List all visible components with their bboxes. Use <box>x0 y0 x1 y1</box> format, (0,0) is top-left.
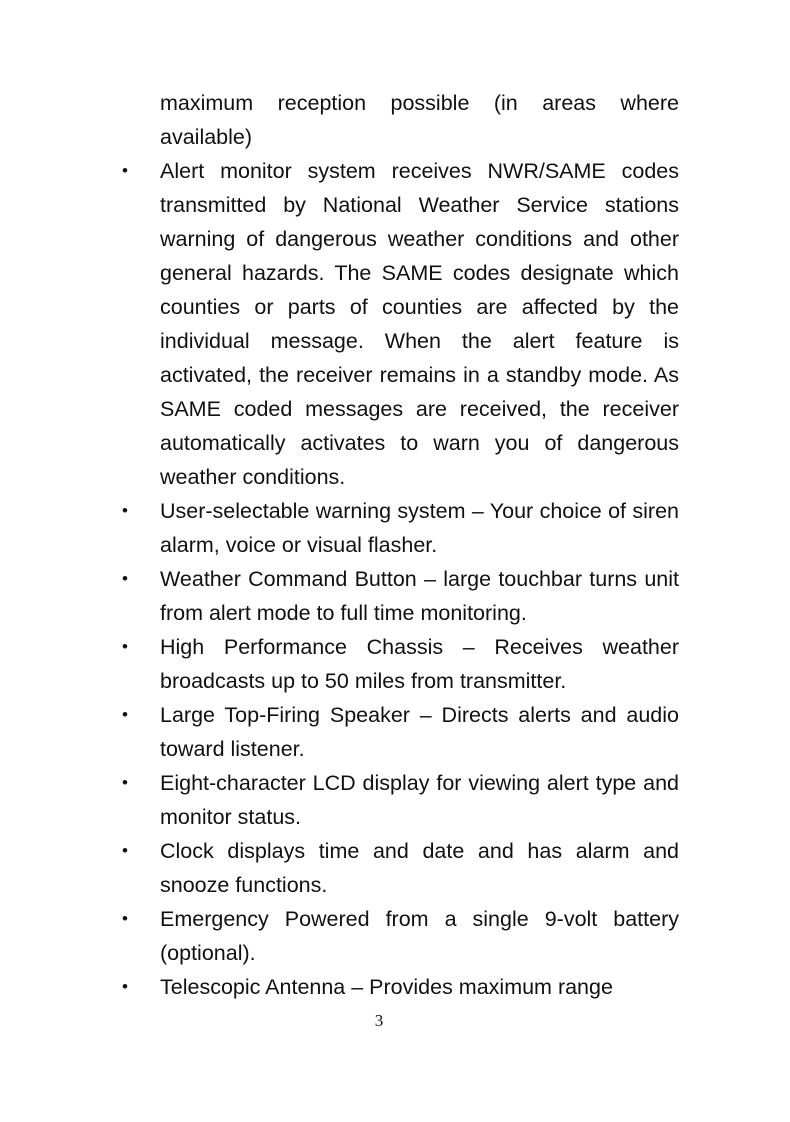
bullet-icon: • <box>122 977 128 996</box>
bullet-icon: • <box>122 841 128 860</box>
list-item <box>122 154 679 494</box>
feature-text: Clock displays time and date and has alarm and snooze functions. <box>160 839 679 897</box>
list-item <box>122 698 679 766</box>
bullet-icon: • <box>122 705 128 724</box>
feature-text: High Performance Chassis – Receives weather broadcasts up to 50 miles from transmitter. <box>160 635 679 693</box>
list-item <box>122 630 679 698</box>
feature-text: Large Top-Firing Speaker – Directs alerts and audio toward listener. <box>160 703 679 761</box>
list-item <box>122 902 679 970</box>
continuation-paragraph: maximum reception possible (in areas where available) <box>160 91 679 149</box>
page-number: 3 <box>374 1011 384 1030</box>
bullet-icon: • <box>122 569 128 588</box>
feature-text: Eight-character LCD display for viewing alert type and monitor status. <box>160 771 679 829</box>
bullet-icon: • <box>122 773 128 792</box>
feature-text: User-selectable warning system – Your choice of siren alarm, voice or visual flasher. <box>160 499 679 557</box>
list-item <box>122 494 679 562</box>
bullet-icon: • <box>122 161 128 180</box>
list-item <box>122 834 679 902</box>
feature-text: Emergency Powered from a single 9-volt battery (optional). <box>160 907 679 965</box>
feature-list <box>0 154 790 1004</box>
bullet-icon: • <box>122 501 128 520</box>
list-item <box>122 562 679 630</box>
feature-text: Weather Command Button – large touchbar turns unit from alert mode to full time monitoring. <box>160 567 679 625</box>
feature-text: Alert monitor system receives NWR/SAME codes transmitted by National Weather Service stations warning of dangerous weather conditions and other general hazards. The SAME codes designate which counties or parts of counties are affected by the individual message. When the alert feature is activated, the receiver remains in a standby mode. As SAME coded messages are received, the receiver automatically activates to warn you of dangerous weather conditions. <box>160 159 679 489</box>
list-item <box>122 970 679 1004</box>
list-item <box>122 766 679 834</box>
feature-text: Telescopic Antenna – Provides maximum range <box>160 975 613 999</box>
bullet-icon: • <box>122 909 128 928</box>
bullet-icon: • <box>122 637 128 656</box>
